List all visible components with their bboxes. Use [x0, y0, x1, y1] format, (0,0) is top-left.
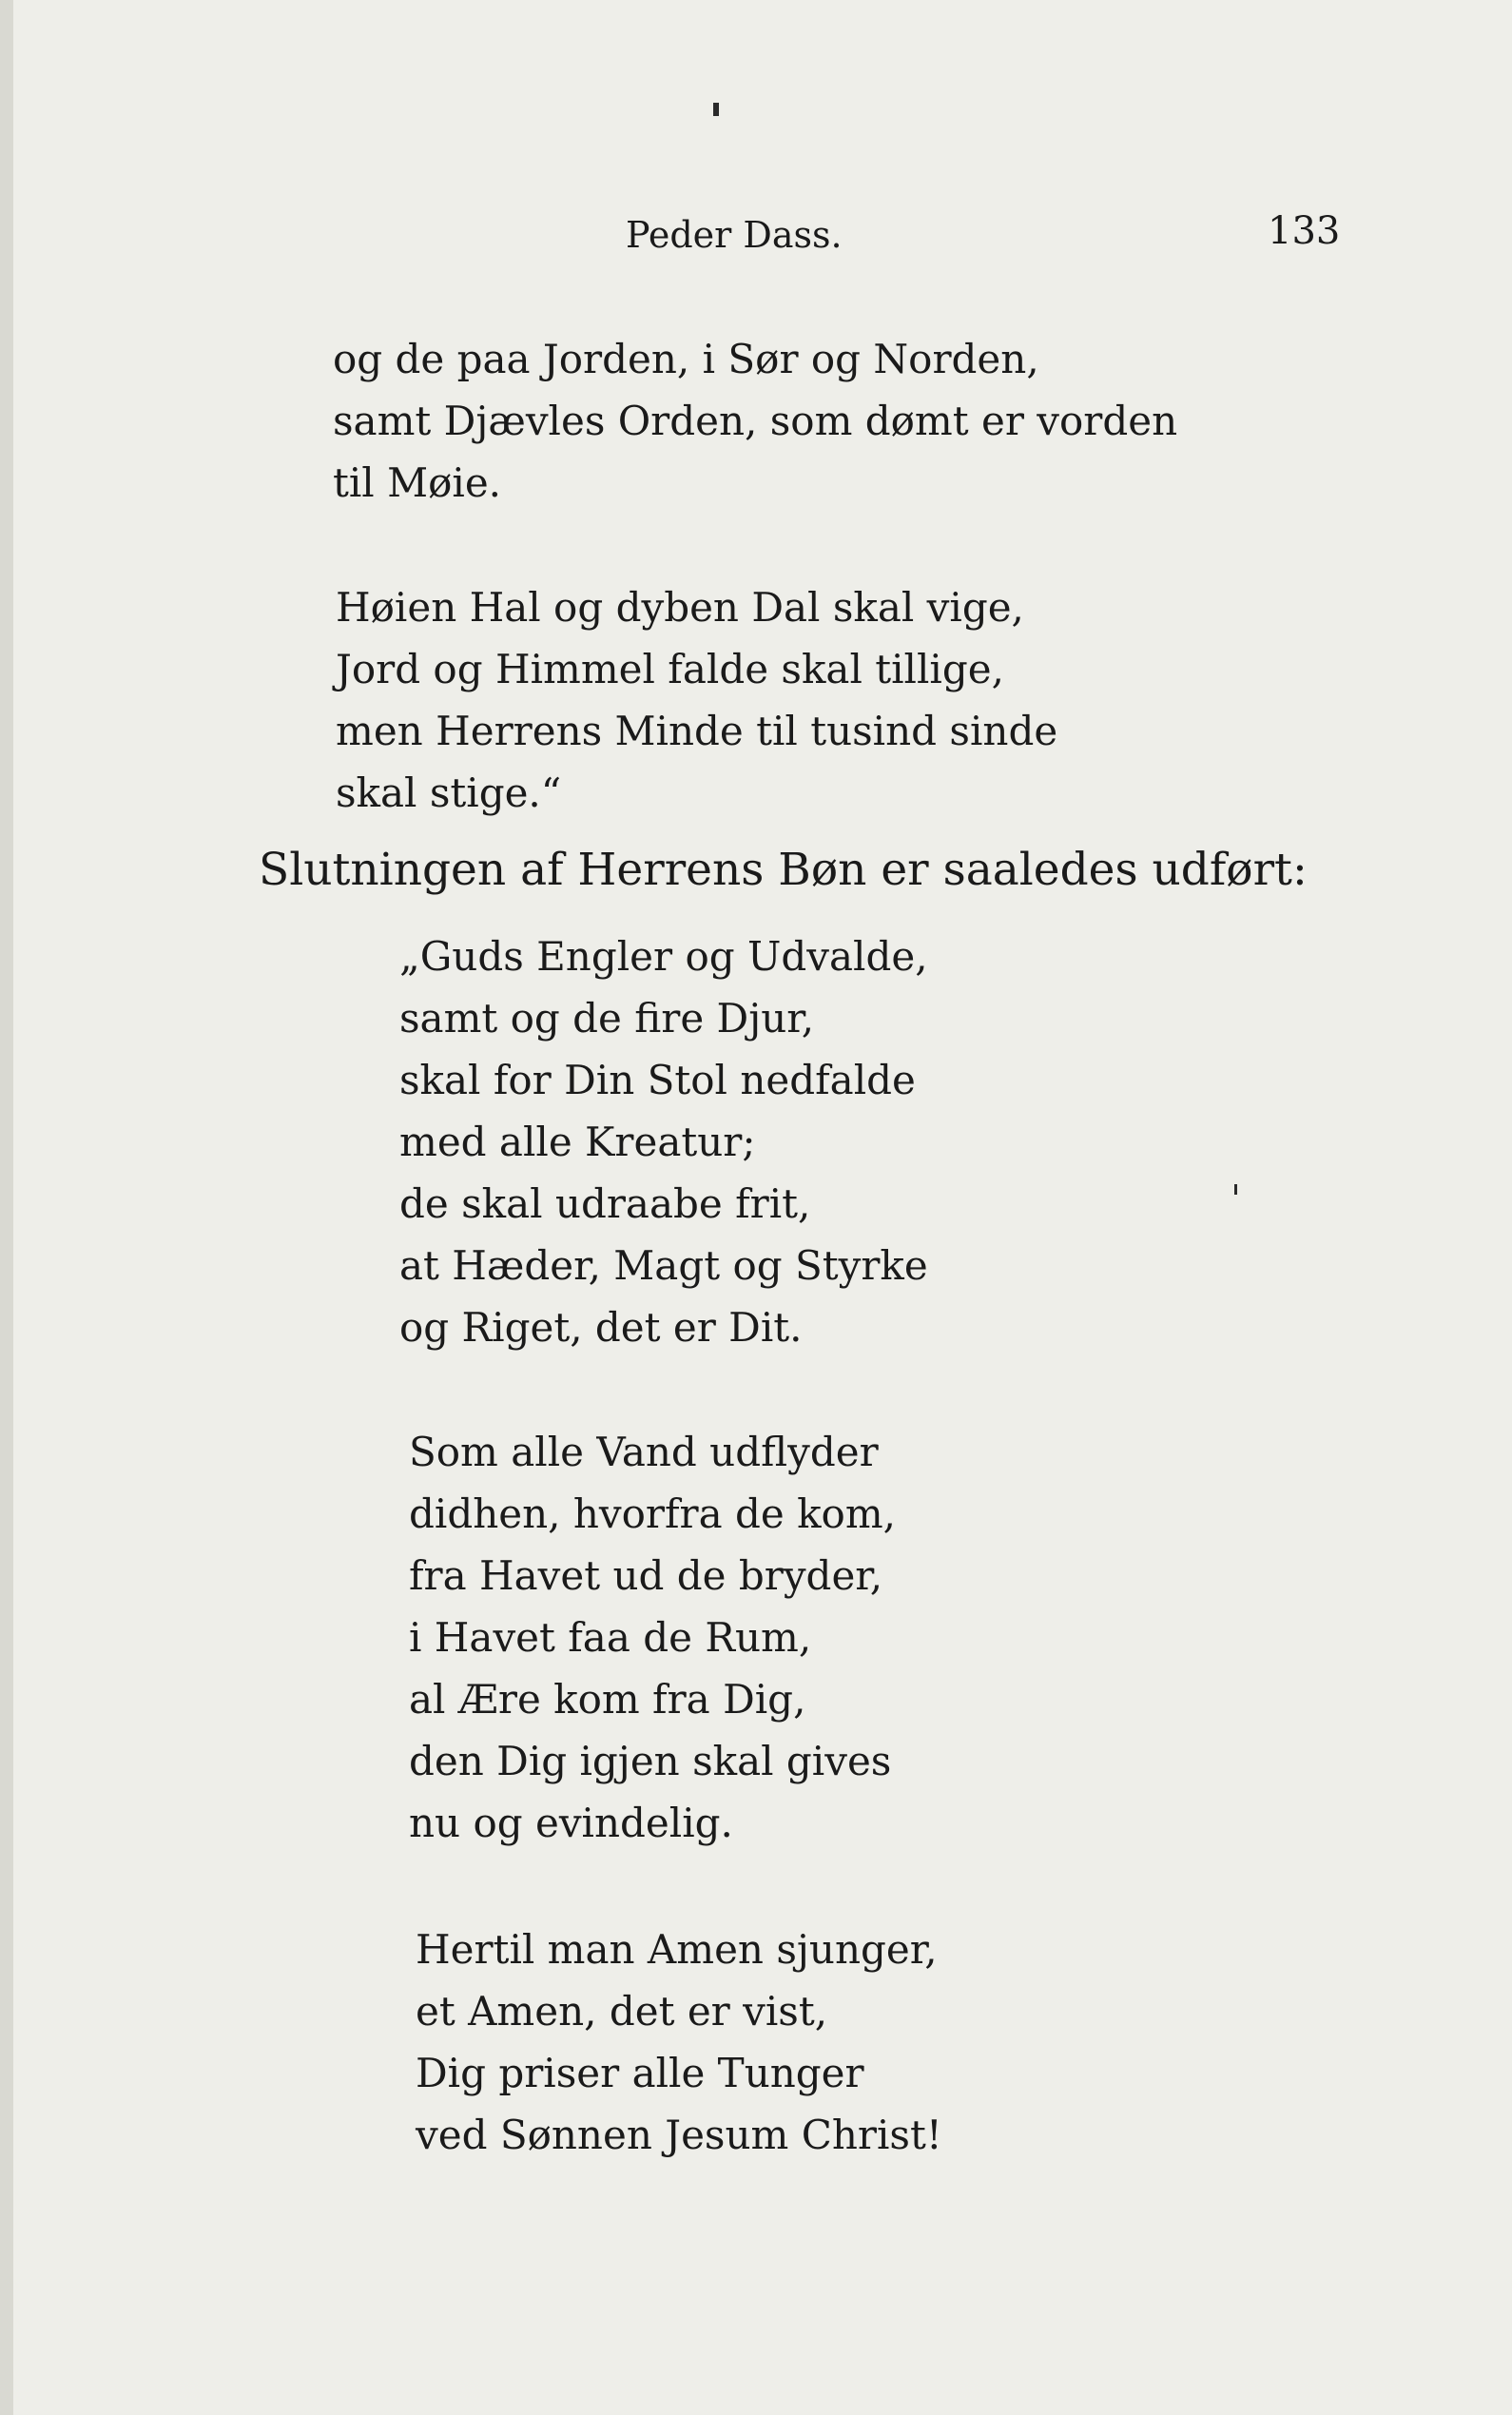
stanza-1 [333, 328, 1177, 514]
verse-line: de skal udraabe frit, [399, 1180, 811, 1227]
verse-line: med alle Kreatur; [399, 1119, 756, 1165]
verse-line: men Herrens Minde til tusind sinde [336, 708, 1058, 754]
verse-line: didhen, hvorfra de kom, [409, 1490, 897, 1537]
stanza-2 [336, 576, 1057, 824]
verse-line: ved Sønnen Jesum Christ! [416, 2112, 942, 2158]
verse-line: skal stige.“ [336, 769, 562, 816]
prose-line: Slutningen af Herrens Bøn er saaledes udført: [259, 844, 1308, 896]
verse-line: al Ære kom fra Dig, [409, 1676, 806, 1723]
verse-line: „Guds Engler og Udvalde, [399, 933, 928, 980]
verse-line: til Møie. [333, 459, 502, 506]
verse-line: at Hæder, Magt og Styrke [399, 1242, 928, 1289]
verse-line: Høien Hal og dyben Dal skal vige, [336, 584, 1024, 631]
stanza-3 [399, 925, 928, 1358]
verse-line: et Amen, det er vist, [416, 1988, 828, 2035]
page-number: 133 [1268, 209, 1341, 253]
verse-line: samt Djævles Orden, som dømt er vorden [333, 398, 1178, 444]
ink-speck [713, 103, 719, 116]
verse-line: Dig priser alle Tunger [416, 2050, 864, 2096]
verse-line: samt og de fire Djur, [399, 995, 815, 1042]
verse-line: og de paa Jorden, i Sør og Norden, [333, 336, 1039, 382]
ink-speck [1234, 1184, 1237, 1195]
verse-line: skal for Din Stol nedfalde [399, 1057, 916, 1103]
verse-line: Hertil man Amen sjunger, [416, 1926, 938, 1973]
running-head-title: Peder Dass. [626, 214, 843, 256]
stanza-4 [409, 1421, 896, 1854]
verse-line: Som alle Vand udflyder [409, 1429, 879, 1475]
verse-line: fra Havet ud de bryder, [409, 1552, 883, 1599]
verse-line: den Dig igjen skal gives [409, 1738, 892, 1784]
verse-line: nu og evindelig. [409, 1800, 733, 1846]
verse-line: Jord og Himmel falde skal tillige, [336, 646, 1004, 692]
page-edge-shadow [0, 0, 13, 2415]
verse-line: og Riget, det er Dit. [399, 1304, 803, 1351]
stanza-5 [416, 1918, 942, 2166]
verse-line: i Havet faa de Rum, [409, 1614, 812, 1661]
